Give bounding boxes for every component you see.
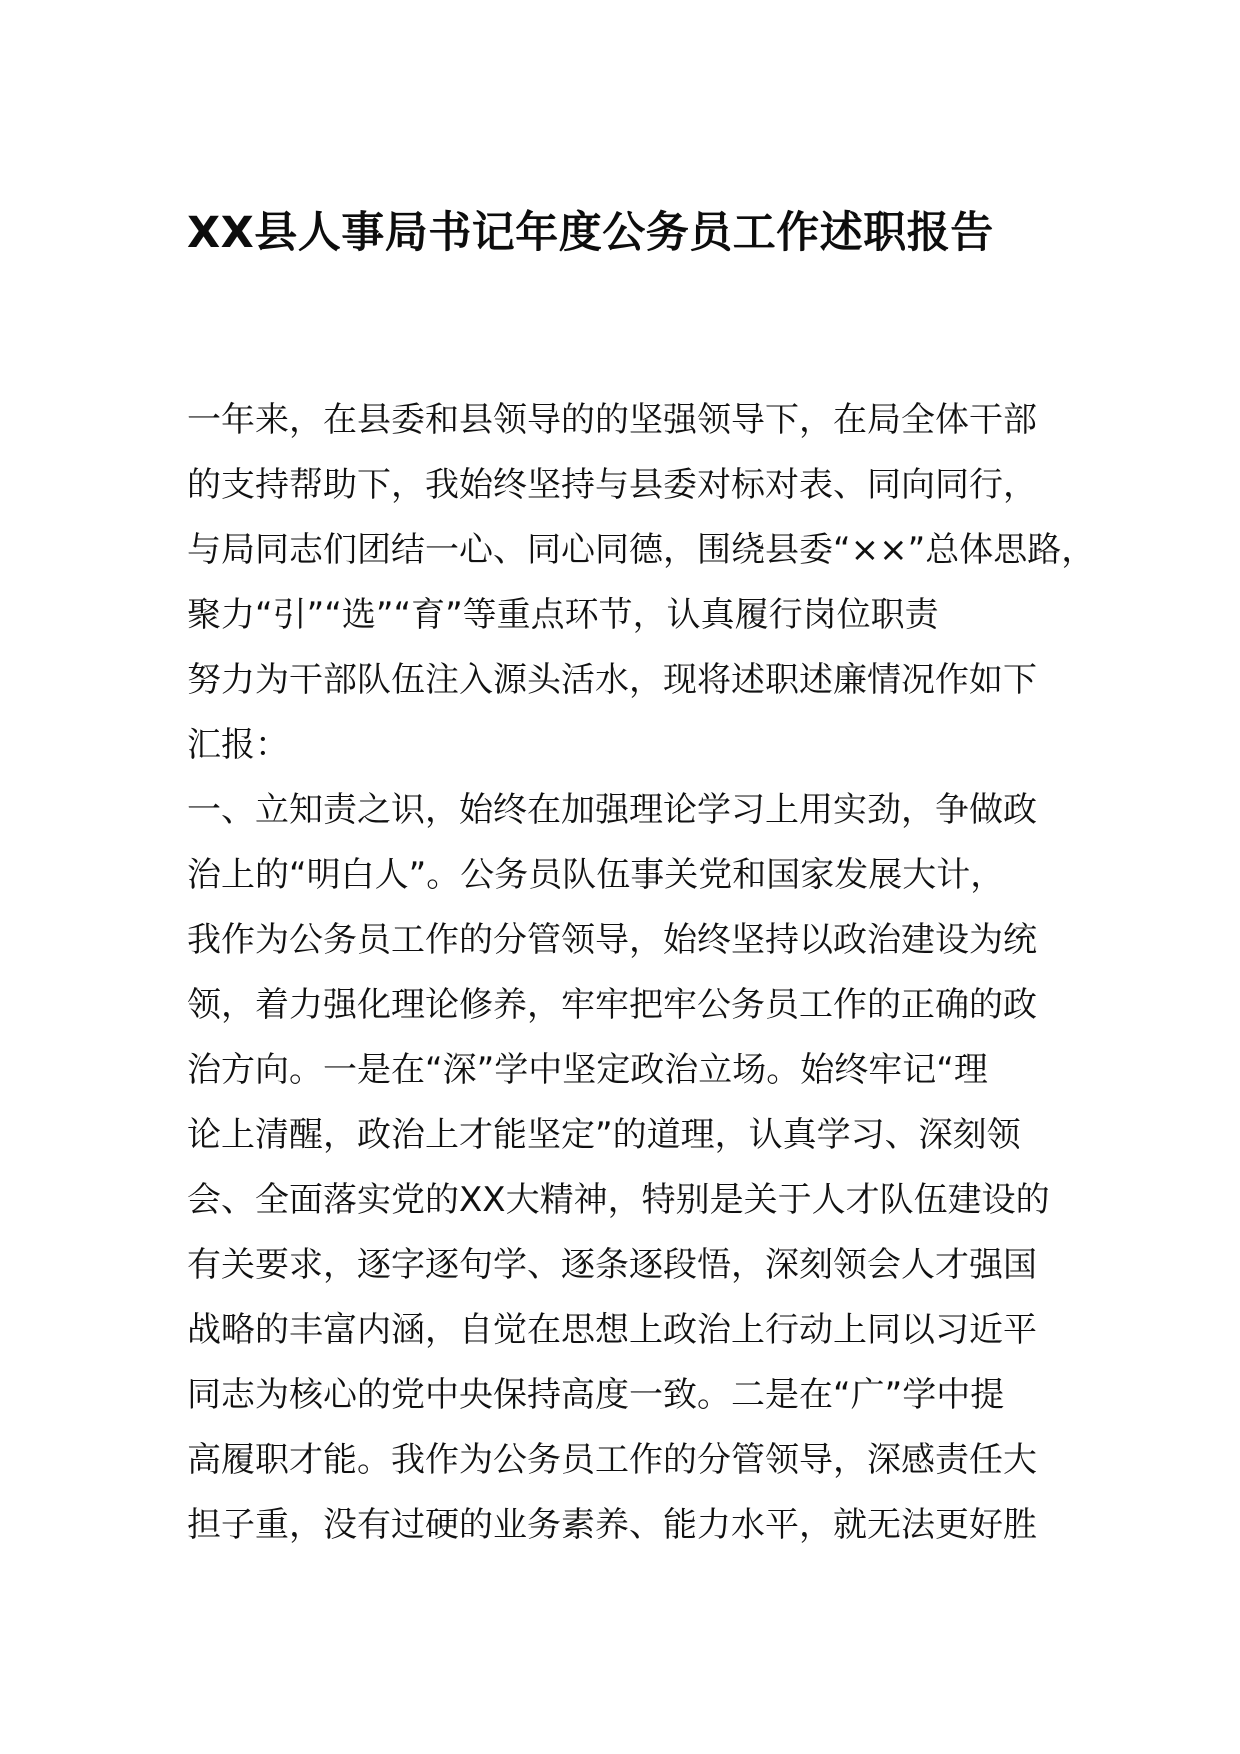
document-body bbox=[187, 388, 1096, 1558]
body-line: 汇报： bbox=[187, 725, 289, 765]
body-line: 聚力“引”“选”“育”等重点环节，认真履行岗位职责 bbox=[187, 595, 939, 635]
body-line: 治方向。一是在“深”学中坚定政治立场。始终牢记“理 bbox=[187, 1050, 988, 1090]
body-line: 同志为核心的党中央保持高度一致。二是在“广”学中提 bbox=[187, 1375, 1005, 1415]
body-line: 治上的“明白人”。公务员队伍事关党和国家发展大计， bbox=[187, 855, 1005, 895]
body-line: 与局同志们团结一心、同心同德，围绕县委“××”总体思路， bbox=[187, 530, 1096, 570]
body-line: 会、全面落实党的XX大精神，特别是关于人才队伍建设的 bbox=[187, 1180, 1050, 1220]
body-line: 努力为干部队伍注入源头活水，现将述职述廉情况作如下 bbox=[187, 660, 1037, 700]
body-line: 高履职才能。我作为公务员工作的分管领导，深感责任大 bbox=[187, 1440, 1037, 1480]
body-line: 论上清醒，政治上才能坚定”的道理，认真学习、深刻领 bbox=[187, 1115, 1021, 1155]
body-line: 一年来，在县委和县领导的的坚强领导下，在局全体干部 bbox=[187, 400, 1037, 440]
body-line: 有关要求，逐字逐句学、逐条逐段悟，深刻领会人才强国 bbox=[187, 1245, 1037, 1285]
body-line: 的支持帮助下，我始终坚持与县委对标对表、同向同行， bbox=[187, 465, 1037, 505]
body-line: 战略的丰富内涵，自觉在思想上政治上行动上同以习近平 bbox=[187, 1310, 1037, 1350]
document-title: XX县人事局书记年度公务员工作述职报告 bbox=[187, 208, 994, 258]
body-line: 一、立知责之识，始终在加强理论学习上用实劲，争做政 bbox=[187, 790, 1037, 830]
body-line: 担子重，没有过硬的业务素养、能力水平，就无法更好胜 bbox=[187, 1505, 1037, 1545]
body-line: 我作为公务员工作的分管领导，始终坚持以政治建设为统 bbox=[187, 920, 1037, 960]
body-line: 领，着力强化理论修养，牢牢把牢公务员工作的正确的政 bbox=[187, 985, 1037, 1025]
